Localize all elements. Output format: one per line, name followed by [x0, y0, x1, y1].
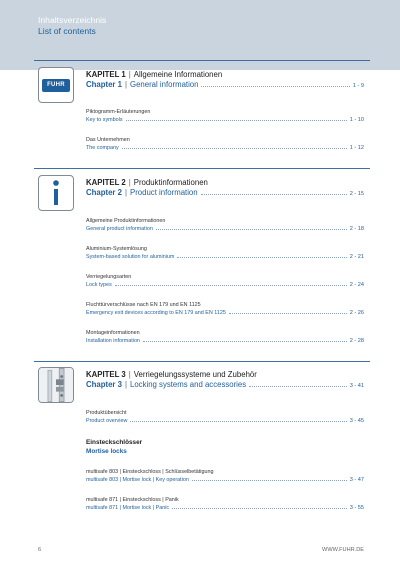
toc-entry-german: Allgemeine Produktinformationen	[86, 218, 166, 224]
toc-entry-german: Verriegelungsarten	[86, 274, 132, 280]
toc-entry[interactable]	[86, 217, 364, 233]
toc-subheading[interactable]	[86, 438, 364, 456]
toc-entry-german: Aluminium-Systemlösung	[86, 246, 147, 252]
chapter-3-english-heading[interactable]: Chapter 3 | Locking systems and accessories 3 - 41	[86, 380, 364, 389]
toc-entry-german: Das Unternehmen	[86, 137, 130, 143]
leader-dots	[201, 81, 349, 87]
toc-entry-english: Installation information 2 - 28	[86, 338, 364, 344]
toc-entry-german: Fluchttürverschlüsse nach EN 179 und EN 1125	[86, 302, 201, 308]
fuhr-logo-icon	[38, 67, 74, 103]
page-number: 1 - 9	[352, 83, 364, 89]
chapter-2-heading	[38, 175, 364, 211]
footer-url-link[interactable]: WWW.FUHR.DE	[322, 547, 364, 553]
toc-entry[interactable]	[86, 245, 364, 261]
chapter-1-english-heading[interactable]: Chapter 1 | General information 1 - 9	[86, 80, 364, 89]
toc-entry-english: Product overview 3 - 45	[86, 418, 364, 424]
chapter-1-heading	[38, 67, 364, 103]
toc-entry-english: General product information 2 - 18	[86, 226, 364, 232]
section-divider	[34, 361, 370, 362]
toc-entry-english: The company 1 - 12	[86, 145, 364, 151]
section-divider	[34, 168, 370, 169]
chapter-2-german-heading: KAPITEL 2 | Produktinformationen	[86, 178, 208, 187]
toc-entry[interactable]	[86, 136, 364, 152]
page-number: 3 - 41	[349, 383, 364, 389]
toc-entry[interactable]	[86, 496, 364, 512]
toc-entry-german: Produktübersicht	[86, 410, 127, 416]
toc-entry-german: multisafe 803 | Einsteckschloss | Schlüsselbetätigung	[86, 469, 214, 475]
toc-entry[interactable]	[86, 409, 364, 425]
chapter-3-heading	[38, 367, 364, 403]
toc-entry-german: Montageinformationen	[86, 330, 140, 336]
page-number: 2 - 15	[349, 191, 364, 197]
chapter-1-german-heading: KAPITEL 1 | Allgemeine Informationen	[86, 70, 223, 79]
toc-entry-german: Piktogramm-Erläuterungen	[86, 109, 151, 115]
toc-entry-english: multisafe 871 | Mortise lock | Panic 3 - 55	[86, 505, 364, 511]
footer-page-number: 6	[38, 547, 42, 553]
header-title-german: Inhaltsverzeichnis	[38, 15, 107, 25]
logo-text: FUHR	[47, 82, 65, 88]
lock-hardware-icon	[38, 367, 74, 403]
toc-entry-english: Emergency exit devices according to EN 179 and EN 1125 2 - 26	[86, 310, 364, 316]
toc-entry-english: multisafe 803 | Mortise lock | Key operation 3 - 47	[86, 477, 364, 483]
toc-entry[interactable]	[86, 468, 364, 484]
chapter-3-german-heading: KAPITEL 3 | Verriegelungssysteme und Zubehör	[86, 370, 257, 379]
toc-entry-german: multisafe 871 | Einsteckschloss | Panik	[86, 497, 179, 503]
info-icon	[38, 175, 74, 211]
toc-entry[interactable]	[86, 273, 364, 289]
toc-entry-english: Lock types 2 - 24	[86, 282, 364, 288]
toc-entry-english: System-based solution for aluminium 2 - 21	[86, 254, 364, 260]
subheading-german: Einsteckschlösser	[86, 439, 143, 446]
header-title-english: List of contents	[38, 26, 96, 36]
toc-entry[interactable]	[86, 329, 364, 345]
chapter-2-english-heading[interactable]: Chapter 2 | Product information 2 - 15	[86, 188, 364, 197]
toc-entry-english: Key to symbols 1 - 10	[86, 117, 364, 123]
toc-entry[interactable]	[86, 108, 364, 124]
toc-entry[interactable]	[86, 301, 364, 317]
subheading-english: Mortise locks	[86, 448, 127, 455]
section-divider	[34, 60, 370, 61]
